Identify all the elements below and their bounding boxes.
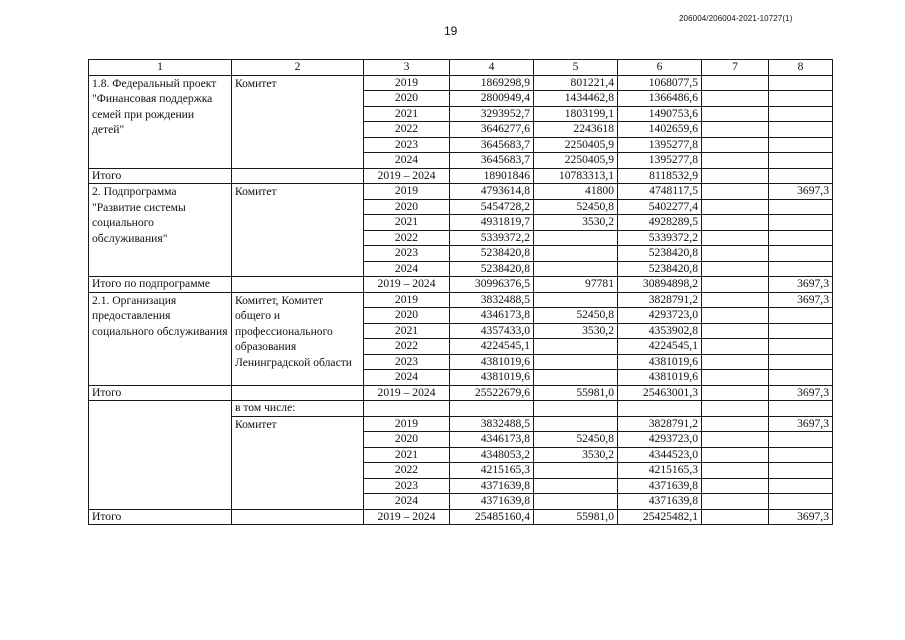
year-cell: 2021 (364, 447, 450, 463)
empty-cell (232, 277, 364, 293)
local-cell (702, 230, 769, 246)
local-cell (702, 416, 769, 432)
total-cell: 4371639,8 (450, 478, 534, 494)
federal-cell (534, 370, 618, 386)
local-cell (702, 75, 769, 91)
year-cell: 2022 (364, 122, 450, 138)
regional-cell: 5238420,8 (618, 246, 702, 262)
year-cell: 2024 (364, 261, 450, 277)
empty-cell (534, 401, 618, 417)
regional-cell: 4215165,3 (618, 463, 702, 479)
regional-cell: 4224545,1 (618, 339, 702, 355)
year-cell: 2019 (364, 292, 450, 308)
regional-cell: 4381019,6 (618, 354, 702, 370)
year-cell: 2019 (364, 416, 450, 432)
federal-cell (534, 261, 618, 277)
other-cell (769, 106, 833, 122)
including-label: в том числе: (232, 401, 364, 417)
total-cell: 4357433,0 (450, 323, 534, 339)
local-cell (702, 106, 769, 122)
year-cell: 2019 – 2024 (364, 509, 450, 525)
year-cell: 2021 (364, 323, 450, 339)
total-cell: 3832488,5 (450, 292, 534, 308)
year-cell: 2020 (364, 308, 450, 324)
federal-cell: 2250405,9 (534, 137, 618, 153)
program-name: 2.1. Организация предоставления социального обслуживания (89, 292, 232, 385)
federal-cell: 1803199,1 (534, 106, 618, 122)
document-id: 206004/206004-2021-10727(1) (679, 14, 793, 23)
total-cell: 4381019,6 (450, 354, 534, 370)
local-cell (702, 292, 769, 308)
local-cell (702, 215, 769, 231)
total-cell: 3832488,5 (450, 416, 534, 432)
total-row (89, 509, 833, 525)
total-cell: 25485160,4 (450, 509, 534, 525)
empty-cell (618, 401, 702, 417)
federal-cell: 52450,8 (534, 432, 618, 448)
table-row (89, 401, 833, 417)
other-cell (769, 432, 833, 448)
executor-name: Комитет (232, 416, 364, 509)
year-cell: 2022 (364, 230, 450, 246)
local-cell (702, 184, 769, 200)
empty-cell (702, 401, 769, 417)
empty-cell (232, 168, 364, 184)
program-name: 2. Подпрограмма "Развитие системы социального обслуживания" (89, 184, 232, 277)
other-cell (769, 215, 833, 231)
total-label: Итого по подпрограмме (89, 277, 232, 293)
other-cell (769, 230, 833, 246)
regional-cell: 4748117,5 (618, 184, 702, 200)
header-cell: 3 (364, 60, 450, 76)
federal-cell (534, 339, 618, 355)
local-cell (702, 494, 769, 510)
year-cell: 2019 – 2024 (364, 168, 450, 184)
page-number: 19 (444, 24, 458, 38)
local-cell (702, 370, 769, 386)
regional-cell: 25463001,3 (618, 385, 702, 401)
regional-cell: 4371639,8 (618, 494, 702, 510)
year-cell: 2020 (364, 432, 450, 448)
local-cell (702, 91, 769, 107)
regional-cell: 4353902,8 (618, 323, 702, 339)
total-label: Итого (89, 168, 232, 184)
local-cell (702, 261, 769, 277)
year-cell: 2024 (364, 153, 450, 169)
local-cell (702, 509, 769, 525)
regional-cell: 4293723,0 (618, 308, 702, 324)
year-cell: 2022 (364, 339, 450, 355)
total-label: Итого (89, 385, 232, 401)
total-cell: 3293952,7 (450, 106, 534, 122)
regional-cell: 1395277,8 (618, 153, 702, 169)
federal-cell (534, 478, 618, 494)
local-cell (702, 122, 769, 138)
federal-cell: 52450,8 (534, 199, 618, 215)
executor-name: Комитет, Комитет общего и профессионального образования Ленинградской области (232, 292, 364, 385)
federal-cell: 2250405,9 (534, 153, 618, 169)
regional-cell: 3828791,2 (618, 292, 702, 308)
federal-cell (534, 416, 618, 432)
total-cell: 4381019,6 (450, 370, 534, 386)
local-cell (702, 447, 769, 463)
other-cell (769, 478, 833, 494)
total-cell: 4215165,3 (450, 463, 534, 479)
other-cell (769, 494, 833, 510)
program-name (89, 401, 232, 510)
total-row (89, 168, 833, 184)
year-cell: 2023 (364, 354, 450, 370)
year-cell: 2019 (364, 184, 450, 200)
total-cell: 3645683,7 (450, 153, 534, 169)
federal-cell: 52450,8 (534, 308, 618, 324)
header-cell: 6 (618, 60, 702, 76)
other-cell: 3697,3 (769, 292, 833, 308)
local-cell (702, 354, 769, 370)
regional-cell: 25425482,1 (618, 509, 702, 525)
other-cell (769, 137, 833, 153)
regional-cell: 5238420,8 (618, 261, 702, 277)
federal-cell (534, 292, 618, 308)
federal-cell (534, 354, 618, 370)
header-cell: 1 (89, 60, 232, 76)
regional-cell: 1490753,6 (618, 106, 702, 122)
total-cell: 5238420,8 (450, 261, 534, 277)
total-cell: 1869298,9 (450, 75, 534, 91)
other-cell (769, 199, 833, 215)
header-cell: 8 (769, 60, 833, 76)
empty-cell (769, 401, 833, 417)
federal-cell: 2243618 (534, 122, 618, 138)
total-cell: 4931819,7 (450, 215, 534, 231)
total-cell: 4371639,8 (450, 494, 534, 510)
local-cell (702, 246, 769, 262)
header-row (89, 60, 833, 76)
regional-cell: 5339372,2 (618, 230, 702, 246)
federal-cell: 10783313,1 (534, 168, 618, 184)
total-cell: 5454728,2 (450, 199, 534, 215)
federal-cell: 3530,2 (534, 447, 618, 463)
table-body (89, 60, 833, 525)
local-cell (702, 308, 769, 324)
other-cell (769, 246, 833, 262)
year-cell: 2023 (364, 478, 450, 494)
other-cell (769, 168, 833, 184)
total-cell: 3645683,7 (450, 137, 534, 153)
year-cell: 2019 – 2024 (364, 385, 450, 401)
year-cell: 2021 (364, 106, 450, 122)
local-cell (702, 478, 769, 494)
table-row (89, 184, 833, 200)
executor-name: Комитет (232, 184, 364, 277)
other-cell (769, 370, 833, 386)
total-cell: 4346173,8 (450, 308, 534, 324)
year-cell: 2020 (364, 91, 450, 107)
header-cell: 4 (450, 60, 534, 76)
federal-cell: 55981,0 (534, 385, 618, 401)
other-cell (769, 75, 833, 91)
federal-cell: 55981,0 (534, 509, 618, 525)
other-cell (769, 91, 833, 107)
federal-cell: 97781 (534, 277, 618, 293)
regional-cell: 30894898,2 (618, 277, 702, 293)
program-name: 1.8. Федеральный проект "Финансовая поддержка семей при рождении детей" (89, 75, 232, 168)
federal-cell (534, 230, 618, 246)
local-cell (702, 199, 769, 215)
regional-cell: 4344523,0 (618, 447, 702, 463)
executor-name: Комитет (232, 75, 364, 168)
other-cell: 3697,3 (769, 509, 833, 525)
table-row (89, 75, 833, 91)
total-label: Итого (89, 509, 232, 525)
federal-cell: 801221,4 (534, 75, 618, 91)
federal-cell: 3530,2 (534, 323, 618, 339)
total-cell: 5238420,8 (450, 246, 534, 262)
other-cell (769, 323, 833, 339)
federal-cell (534, 246, 618, 262)
year-cell: 2020 (364, 199, 450, 215)
total-cell: 30996376,5 (450, 277, 534, 293)
federal-cell: 41800 (534, 184, 618, 200)
other-cell (769, 339, 833, 355)
regional-cell: 4371639,8 (618, 478, 702, 494)
federal-cell (534, 463, 618, 479)
other-cell (769, 354, 833, 370)
header-cell: 2 (232, 60, 364, 76)
other-cell: 3697,3 (769, 184, 833, 200)
regional-cell: 1068077,5 (618, 75, 702, 91)
total-cell: 4346173,8 (450, 432, 534, 448)
local-cell (702, 339, 769, 355)
total-row (89, 385, 833, 401)
total-cell: 25522679,6 (450, 385, 534, 401)
local-cell (702, 153, 769, 169)
local-cell (702, 385, 769, 401)
local-cell (702, 137, 769, 153)
other-cell: 3697,3 (769, 416, 833, 432)
year-cell: 2023 (364, 137, 450, 153)
other-cell (769, 122, 833, 138)
year-cell: 2024 (364, 370, 450, 386)
federal-cell: 1434462,8 (534, 91, 618, 107)
federal-cell (534, 494, 618, 510)
total-cell: 2800949,4 (450, 91, 534, 107)
local-cell (702, 277, 769, 293)
empty-cell (232, 509, 364, 525)
header-cell: 7 (702, 60, 769, 76)
year-cell: 2019 – 2024 (364, 277, 450, 293)
total-cell: 4224545,1 (450, 339, 534, 355)
regional-cell: 3828791,2 (618, 416, 702, 432)
other-cell (769, 153, 833, 169)
total-row (89, 277, 833, 293)
regional-cell: 4928289,5 (618, 215, 702, 231)
other-cell (769, 463, 833, 479)
total-cell: 18901846 (450, 168, 534, 184)
year-cell: 2019 (364, 75, 450, 91)
regional-cell: 1402659,6 (618, 122, 702, 138)
regional-cell: 4381019,6 (618, 370, 702, 386)
empty-cell (450, 401, 534, 417)
year-cell: 2023 (364, 246, 450, 262)
empty-cell (232, 385, 364, 401)
total-cell: 4348053,2 (450, 447, 534, 463)
other-cell (769, 261, 833, 277)
other-cell: 3697,3 (769, 277, 833, 293)
local-cell (702, 323, 769, 339)
local-cell (702, 463, 769, 479)
year-cell: 2024 (364, 494, 450, 510)
local-cell (702, 168, 769, 184)
empty-cell (364, 401, 450, 417)
budget-table (88, 59, 833, 525)
other-cell (769, 447, 833, 463)
regional-cell: 8118532,9 (618, 168, 702, 184)
local-cell (702, 432, 769, 448)
regional-cell: 5402277,4 (618, 199, 702, 215)
year-cell: 2022 (364, 463, 450, 479)
regional-cell: 1366486,6 (618, 91, 702, 107)
table-row (89, 292, 833, 308)
total-cell: 3646277,6 (450, 122, 534, 138)
other-cell: 3697,3 (769, 385, 833, 401)
regional-cell: 4293723,0 (618, 432, 702, 448)
other-cell (769, 308, 833, 324)
year-cell: 2021 (364, 215, 450, 231)
header-cell: 5 (534, 60, 618, 76)
federal-cell: 3530,2 (534, 215, 618, 231)
total-cell: 4793614,8 (450, 184, 534, 200)
regional-cell: 1395277,8 (618, 137, 702, 153)
total-cell: 5339372,2 (450, 230, 534, 246)
